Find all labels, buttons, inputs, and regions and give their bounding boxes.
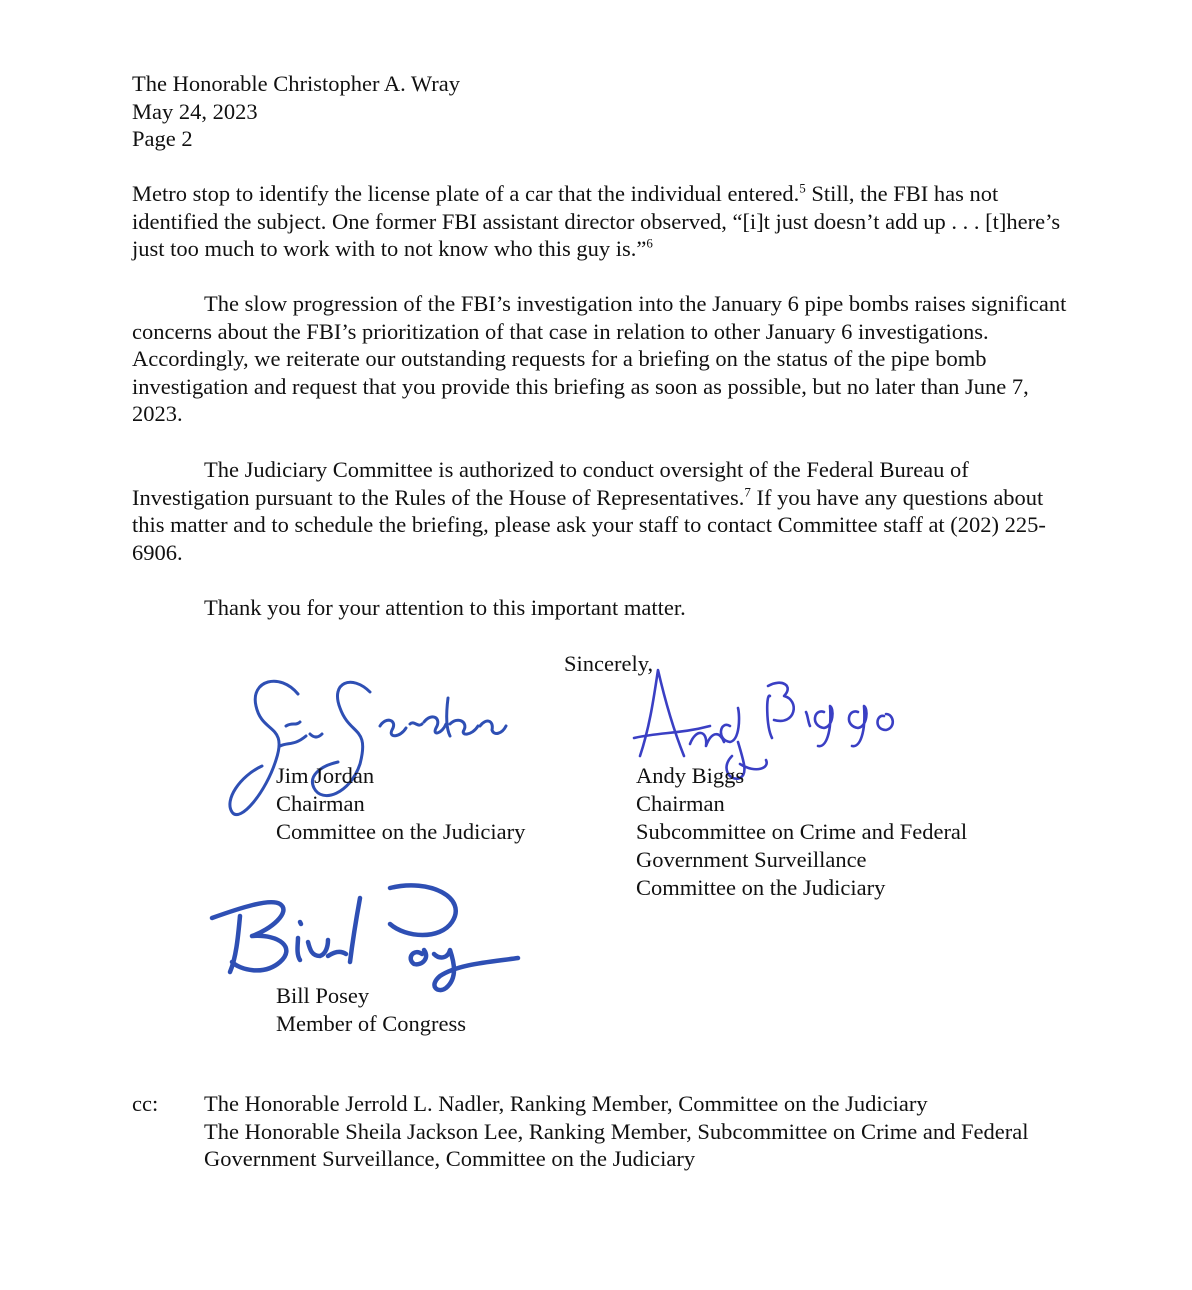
paragraph-1-text-b: Still, the FBI has not identified the subject. One former FBI assistant director observed, “[i]t just doesn’t add up . . . [t]here’s just too much to work with to not know who this guy is.” bbox=[132, 181, 1061, 261]
letter-header bbox=[132, 70, 460, 153]
paragraph-1 bbox=[132, 180, 1072, 263]
footnote-marker-6: 6 bbox=[646, 235, 653, 251]
page-number: Page 2 bbox=[132, 126, 193, 151]
cc-list bbox=[204, 1090, 1104, 1173]
closing-sincerely: Sincerely, bbox=[564, 651, 654, 676]
paragraph-2: The slow progression of the FBI’s investigation into the January 6 pipe bombs raises significant concerns about the FBI’s prioritization of that case in relation to other January 6 investigations. Accordingly, we reiterate our outstanding requests for a briefing on the status of the pipe bomb investigation and request that you provide this briefing as soon as possible, but no later than June 7, 2023. bbox=[132, 291, 1067, 426]
footnote-marker-7: 7 bbox=[744, 484, 751, 499]
paragraph-3-text-a: The Judiciary Committee is authorized to conduct oversight of the Federal Bureau of Investigation pursuant to the Rules of the House of Representatives. bbox=[132, 457, 969, 510]
jordan-signature bbox=[210, 664, 530, 834]
paragraph-4: Thank you for your attention to this important matter. bbox=[204, 595, 686, 620]
posey-title: Member of Congress bbox=[276, 1011, 466, 1036]
jordan-committee: Committee on the Judiciary bbox=[276, 819, 526, 844]
biggs-committee: Committee on the Judiciary bbox=[636, 875, 886, 900]
recipient-line: The Honorable Christopher A. Wray bbox=[132, 71, 460, 96]
biggs-name: Andy Biggs bbox=[636, 763, 745, 788]
jordan-name: Jim Jordan bbox=[276, 763, 375, 788]
paragraph-3-text-b: If you have any questions about this matter and to schedule the briefing, please ask your staff to contact Committee staff at (202) 225-6906. bbox=[132, 484, 1046, 565]
cc-line-2: The Honorable Sheila Jackson Lee, Ranking Member, Subcommittee on Crime and Federal Government Surveillance, Committee on the Judiciary bbox=[204, 1118, 1029, 1171]
biggs-subcommittee-line-2: Government Surveillance bbox=[636, 847, 867, 872]
cc-label: cc: bbox=[132, 1091, 159, 1116]
biggs-subcommittee-line-1: Subcommittee on Crime and Federal bbox=[636, 819, 968, 844]
date-line: May 24, 2023 bbox=[132, 98, 258, 124]
cc-line-1: The Honorable Jerrold L. Nadler, Ranking Member, Committee on the Judiciary bbox=[204, 1091, 928, 1116]
posey-name: Bill Posey bbox=[276, 983, 370, 1008]
paragraph-1-text-a: Metro stop to identify the license plate of a car that the individual entered. bbox=[132, 181, 800, 206]
jordan-title: Chairman bbox=[276, 791, 365, 816]
footnote-marker-5: 5 bbox=[799, 180, 806, 196]
biggs-title: Chairman bbox=[636, 791, 725, 816]
paragraph-3 bbox=[132, 456, 1072, 566]
